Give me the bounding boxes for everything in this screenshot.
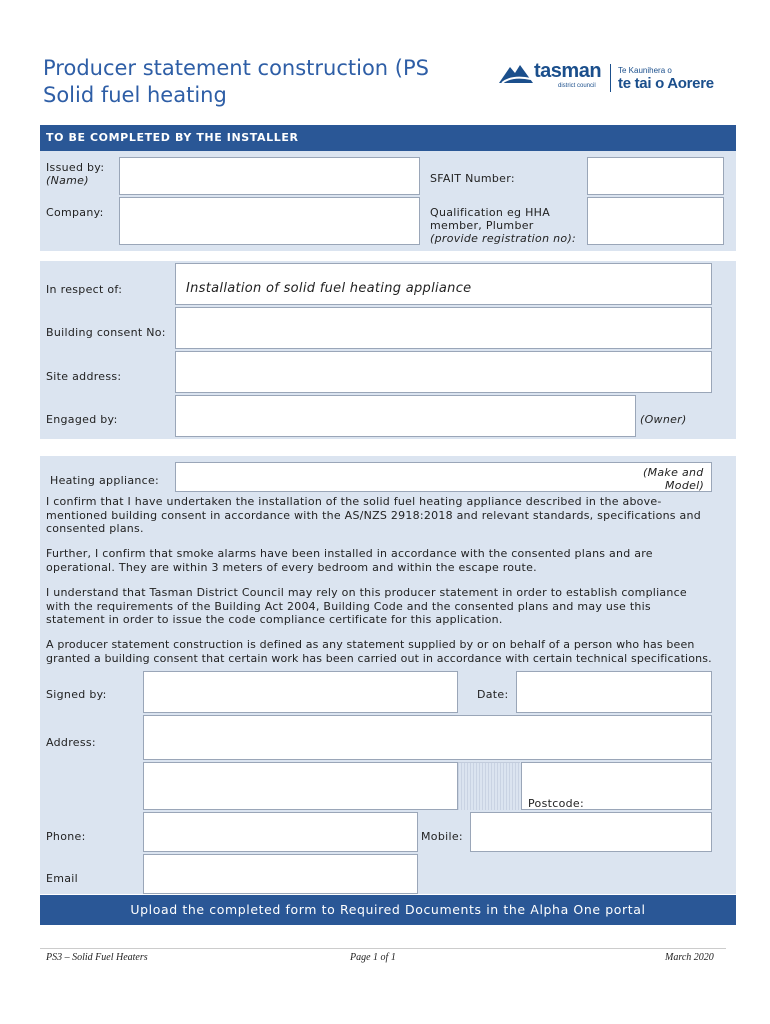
council-logo xyxy=(498,58,730,98)
paragraph-line: statement in order to issue the code compliance certificate for this application. xyxy=(46,613,503,626)
qualification-label-3-wrap xyxy=(430,232,576,245)
phone-input[interactable] xyxy=(143,812,418,852)
qualification-registration-hint: (provide registration no): xyxy=(430,232,577,245)
company-label: Company: xyxy=(46,206,104,219)
mountain-logo-icon xyxy=(498,61,534,87)
email-input[interactable] xyxy=(143,854,418,894)
upload-instruction-bar: Upload the completed form to Required Documents in the Alpha One portal xyxy=(40,895,736,925)
engaged-by-label: Engaged by: xyxy=(46,413,118,426)
site-address-input[interactable] xyxy=(175,351,712,393)
paragraph-line: granted a building consent that certain work has been carried out in accordance with certain technical specifications. xyxy=(46,651,712,665)
issued-by-sublabel xyxy=(46,174,89,187)
paragraph-line: Further, I confirm that smoke alarms have been installed in accordance with the consented plans and are xyxy=(46,547,653,560)
owner-label-wrap xyxy=(640,413,687,426)
owner-label: (Owner) xyxy=(640,413,687,426)
qualification-label-2: member, Plumber xyxy=(430,219,534,232)
make-model-hint-1: (Make and xyxy=(643,466,704,479)
engaged-by-input[interactable] xyxy=(175,395,636,437)
paragraph-line: operational. They are within 3 meters of every bedroom and within the escape route. xyxy=(46,560,537,574)
paragraph-line: I confirm that I have undertaken the installation of the solid fuel heating appliance described in the above- xyxy=(46,495,662,508)
footer-divider xyxy=(40,948,726,949)
make-model-hint-2: Model) xyxy=(665,479,705,492)
declaration-paragraph-1 xyxy=(46,495,736,536)
heating-appliance-label: Heating appliance: xyxy=(50,474,160,487)
title-line-1: Producer statement construction (PS xyxy=(43,56,429,80)
signed-by-label: Signed by: xyxy=(46,688,107,701)
postcode-input[interactable] xyxy=(521,762,712,810)
logo-divider xyxy=(610,64,611,92)
paragraph-line: mentioned building consent in accordance with the AS/NZS 2918:2018 and relevant standards, specifications and xyxy=(46,508,701,522)
logo-maori-small: Te Kaunihera o xyxy=(618,66,672,75)
address-label: Address: xyxy=(46,736,96,749)
title-line-2: Solid fuel heating xyxy=(43,83,227,107)
phone-label: Phone: xyxy=(46,830,86,843)
page-title xyxy=(43,55,483,115)
issued-by-label: Issued by: xyxy=(46,161,105,174)
declaration-paragraph-2 xyxy=(46,547,736,574)
logo-maori-name: te tai o Aorere xyxy=(618,75,714,92)
address-hatched-area xyxy=(458,762,520,810)
address-input-line-1[interactable] xyxy=(143,715,712,760)
make-model-1-wrap xyxy=(643,466,704,479)
building-consent-input[interactable] xyxy=(175,307,712,349)
heating-appliance-input[interactable] xyxy=(175,462,712,492)
section-heading-installer: TO BE COMPLETED BY THE INSTALLER xyxy=(40,125,736,151)
document-name: PS3 – Solid Fuel Heaters xyxy=(46,952,148,963)
page-number: Page 1 of 1 xyxy=(350,952,396,963)
mobile-label: Mobile: xyxy=(421,830,463,843)
in-respect-input[interactable] xyxy=(175,263,712,305)
building-consent-label: Building consent No: xyxy=(46,326,166,339)
paragraph-line: A producer statement construction is defined as any statement supplied by or on behalf of a person who has been xyxy=(46,638,695,651)
signed-by-input[interactable] xyxy=(143,671,458,713)
postcode-label: Postcode: xyxy=(528,797,584,810)
date-input[interactable] xyxy=(516,671,712,713)
issued-by-input[interactable] xyxy=(119,157,420,195)
paragraph-line: I understand that Tasman District Council may rely on this producer statement in order to establish compliance xyxy=(46,586,687,599)
qualification-label-1: Qualification eg HHA xyxy=(430,206,551,219)
site-address-label: Site address: xyxy=(46,370,122,383)
paragraph-line: with the requirements of the Building Act 2004, Building Code and the consented plans and may use this xyxy=(46,599,651,613)
date-label: Date: xyxy=(477,688,509,701)
declaration-paragraph-3 xyxy=(46,586,736,627)
qualification-input[interactable] xyxy=(587,197,724,245)
company-input[interactable] xyxy=(119,197,420,245)
sfait-label: SFAIT Number: xyxy=(430,172,515,185)
issued-by-name-hint: (Name) xyxy=(46,174,89,187)
in-respect-value: Installation of solid fuel heating appliance xyxy=(186,281,472,296)
email-label: Email xyxy=(46,872,79,885)
mobile-input[interactable] xyxy=(470,812,712,852)
declaration-paragraph-4 xyxy=(46,638,736,665)
make-model-2-wrap xyxy=(665,479,704,492)
in-respect-label: In respect of: xyxy=(46,283,123,296)
document-date: March 2020 xyxy=(665,952,714,963)
logo-brand-subtext: district council xyxy=(558,83,596,89)
logo-brand-text: tasman xyxy=(534,60,602,82)
sfait-number-input[interactable] xyxy=(587,157,724,195)
address-input-line-2[interactable] xyxy=(143,762,458,810)
paragraph-line: consented plans. xyxy=(46,522,144,535)
